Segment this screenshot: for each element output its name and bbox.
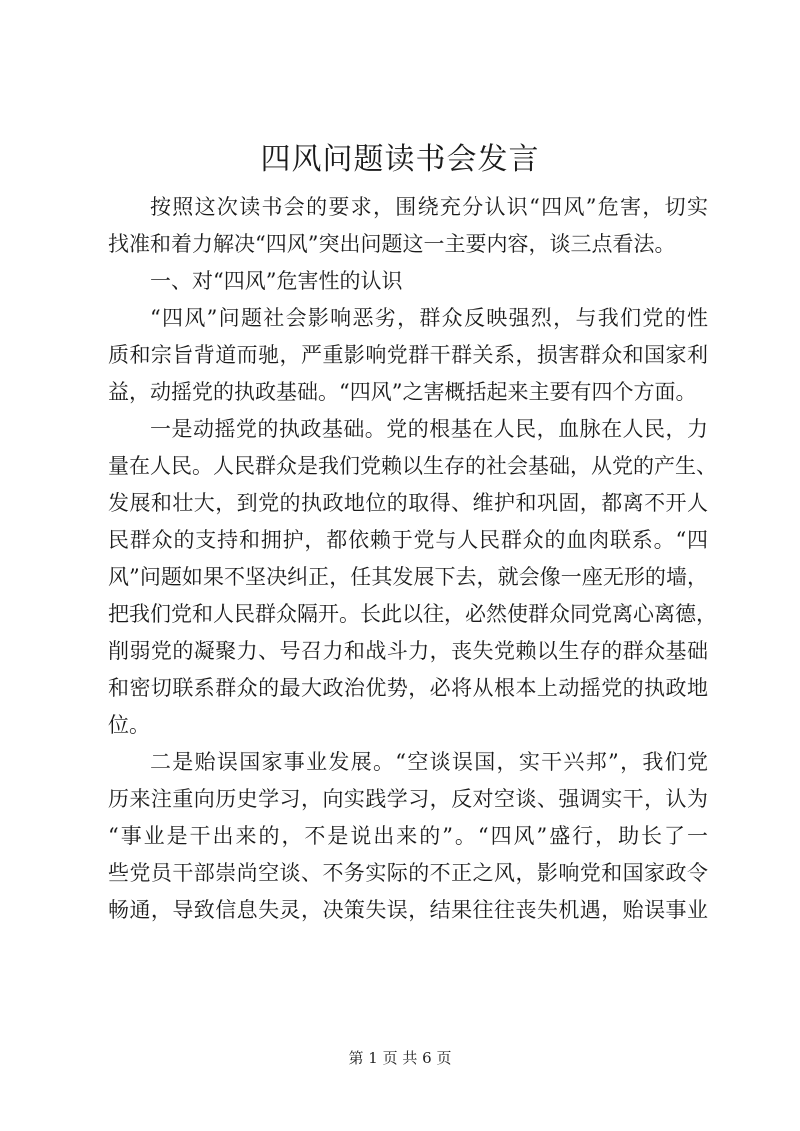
text-line: 发展和壮大，到党的执政地位的取得、维护和巩固，都离不开人 — [108, 491, 708, 515]
document-title: 四风问题读书会发言 — [260, 142, 540, 177]
text-line: 把我们党和人民群众隔开。长此以往，必然使群众同党离心离德， — [108, 602, 717, 626]
text-line: 和密切联系群众的最大政治优势，必将从根本上动摇党的执政地 — [108, 676, 708, 700]
text-line: 民群众的支持和拥护，都依赖于党与人民群众的血肉联系。“四 — [108, 528, 708, 552]
text-line: 畅通，导致信息失灵，决策失误，结果往往丧失机遇，贻误事业 — [108, 898, 708, 922]
text-line: 风”问题如果不坚决纠正，任其发展下去，就会像一座无形的墙， — [108, 565, 708, 589]
text-line: “事业是干出来的，不是说出来的”。“四风”盛行，助长了一 — [108, 824, 708, 848]
text-line: 历来注重向历史学习，向实践学习，反对空谈、强调实干，认为 — [108, 787, 708, 811]
text-line: 按照这次读书会的要求，围绕充分认识“四风”危害，切实 — [150, 195, 708, 219]
text-line: 些党员干部崇尚空谈、不务实际的不正之风，影响党和国家政令 — [108, 861, 708, 885]
page-footer: 第 1 页 共 6 页 — [348, 1049, 452, 1067]
section-heading: 一、对“四风”危害性的认识 — [150, 269, 403, 293]
text-line: 二是贻误国家事业发展。“空谈误国，实干兴邦”，我们党 — [150, 750, 708, 774]
text-line: 位。 — [108, 713, 150, 737]
text-line: 一是动摇党的执政基础。党的根基在人民，血脉在人民，力 — [150, 417, 708, 441]
text-line: 量在人民。人民群众是我们党赖以生存的社会基础，从党的产生、 — [108, 454, 717, 478]
text-line: 找准和着力解决“四风”突出问题这一主要内容，谈三点看法。 — [108, 232, 676, 256]
text-line: 益，动摇党的执政基础。“四风”之害概括起来主要有四个方面。 — [108, 380, 697, 404]
text-line: 削弱党的凝聚力、号召力和战斗力，丧失党赖以生存的群众基础 — [108, 639, 708, 663]
document-body — [108, 189, 717, 929]
text-line: 质和宗旨背道而驰，严重影响党群干群关系，损害群众和国家利 — [108, 343, 708, 367]
text-line: “四风”问题社会影响恶劣，群众反映强烈，与我们党的性 — [150, 306, 708, 330]
